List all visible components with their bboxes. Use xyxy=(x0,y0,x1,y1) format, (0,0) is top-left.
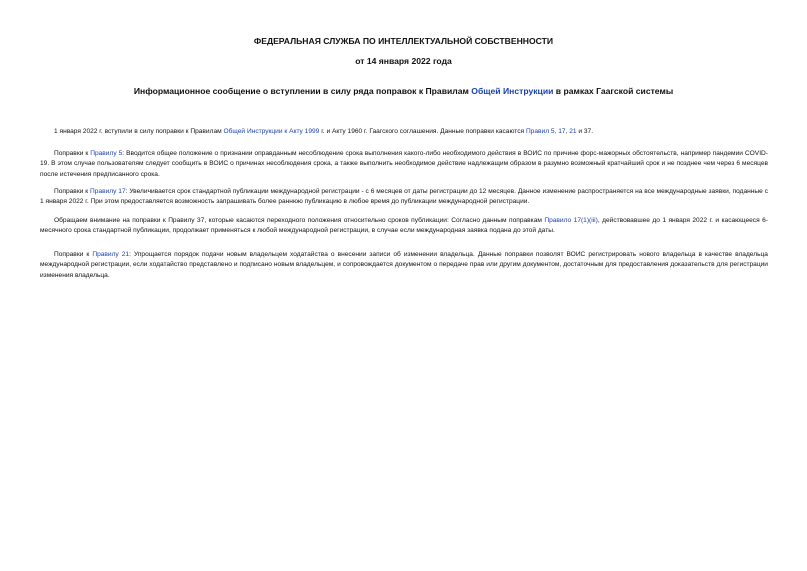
agency-heading: ФЕДЕРАЛЬНАЯ СЛУЖБА ПО ИНТЕЛЛЕКТУАЛЬНОЙ СОБСТВЕННОСТИ xyxy=(253,36,554,46)
paragraph-rule-17 xyxy=(40,187,768,208)
link-rule-5[interactable]: Правилу 5 xyxy=(90,150,123,157)
paragraph-text: Поправки к xyxy=(54,150,91,157)
paragraph-rule-21 xyxy=(40,250,768,281)
paragraph-rule-5 xyxy=(40,149,768,180)
link-general-instructions-1999[interactable]: Общей Инструкции к Акту 1999 xyxy=(223,128,320,135)
paragraph-text: и 37. xyxy=(576,128,594,135)
paragraph-text: Поправки к xyxy=(54,251,93,258)
paragraph-text: г. и Акту 1960 г. Гаагского соглашения. Данные поправки касаются xyxy=(319,128,526,135)
title-link-general-instructions[interactable]: Общей Инструкции xyxy=(471,86,554,96)
title-text-before: Информационное сообщение о вступлении в силу ряда поправок к Правилам xyxy=(133,86,472,96)
link-rule-17[interactable]: Правилу 17 xyxy=(90,188,126,195)
document-date: от 14 января 2022 года xyxy=(355,56,452,66)
paragraph-text: Обращаем внимание на поправки к Правилу 37, которые касаются переходного положения относительно сроков публикации: Согласно данным поправкам xyxy=(54,217,545,224)
paragraph-text: Поправки к xyxy=(54,188,91,195)
paragraph-text: : Увеличивается срок стандартной публикации международной регистрации - с 6 месяцев от даты регистрации до 12 месяцев. Данное изменение распространяется на все международные заявки, поданные с 1 января 2022 г. При этом предоставляется возможность запрашивать более раннюю публикацию в любое время до публикации международной регистрации. xyxy=(40,188,769,206)
paragraph-intro xyxy=(40,127,768,137)
paragraph-text: : Вводится общее положение о признании оправданным несоблюдение срока выполнения какого-либо необходимого действия в ВОИС по причине форс-мажорных обстоятельств, например пандемии COVID-19. В этом случае пользователям следует сообщить в ВОИС о причинах несоблюдения срока, а также выполнить необходимое действие надлежащим образом в разумно возможный кратчайший срок и не позднее чем через 6 месяцев после истечения предписанного срока. xyxy=(40,150,768,178)
paragraph-text: 1 января 2022 г. вступили в силу поправки к Правилам xyxy=(54,128,224,135)
paragraph-rule-37 xyxy=(40,216,768,237)
document-title xyxy=(0,86,807,97)
link-rule-21[interactable]: Правилу 21 xyxy=(92,251,130,258)
title-text-after: в рамках Гаагской системы xyxy=(553,86,674,96)
paragraph-text: : Упрощается порядок подачи новым владельцем ходатайства о внесении записи об изменении владельца. Данные поправки позволят ВОИС регистрировать нового владельца в качестве владельца международной регистрации, если ходатайство представлено и подписано новым владельцем, и сопровождается документом о передаче прав или другим документом, достаточным для предоставления доказательств для регистрации изменения владельца. xyxy=(40,251,768,279)
link-rule-17-1-iii[interactable]: Правило 17(1)(iii) xyxy=(544,217,598,224)
link-rules-5-17-21[interactable]: Правил 5, 17, 21 xyxy=(525,128,577,135)
paragraph-text: , действовавшее до 1 января 2022 г. и касающееся 6-месячного срока стандартной публикации, продолжает применяться к любой международной регистрации, в случае если международная заявка подана до этой даты. xyxy=(40,217,768,235)
